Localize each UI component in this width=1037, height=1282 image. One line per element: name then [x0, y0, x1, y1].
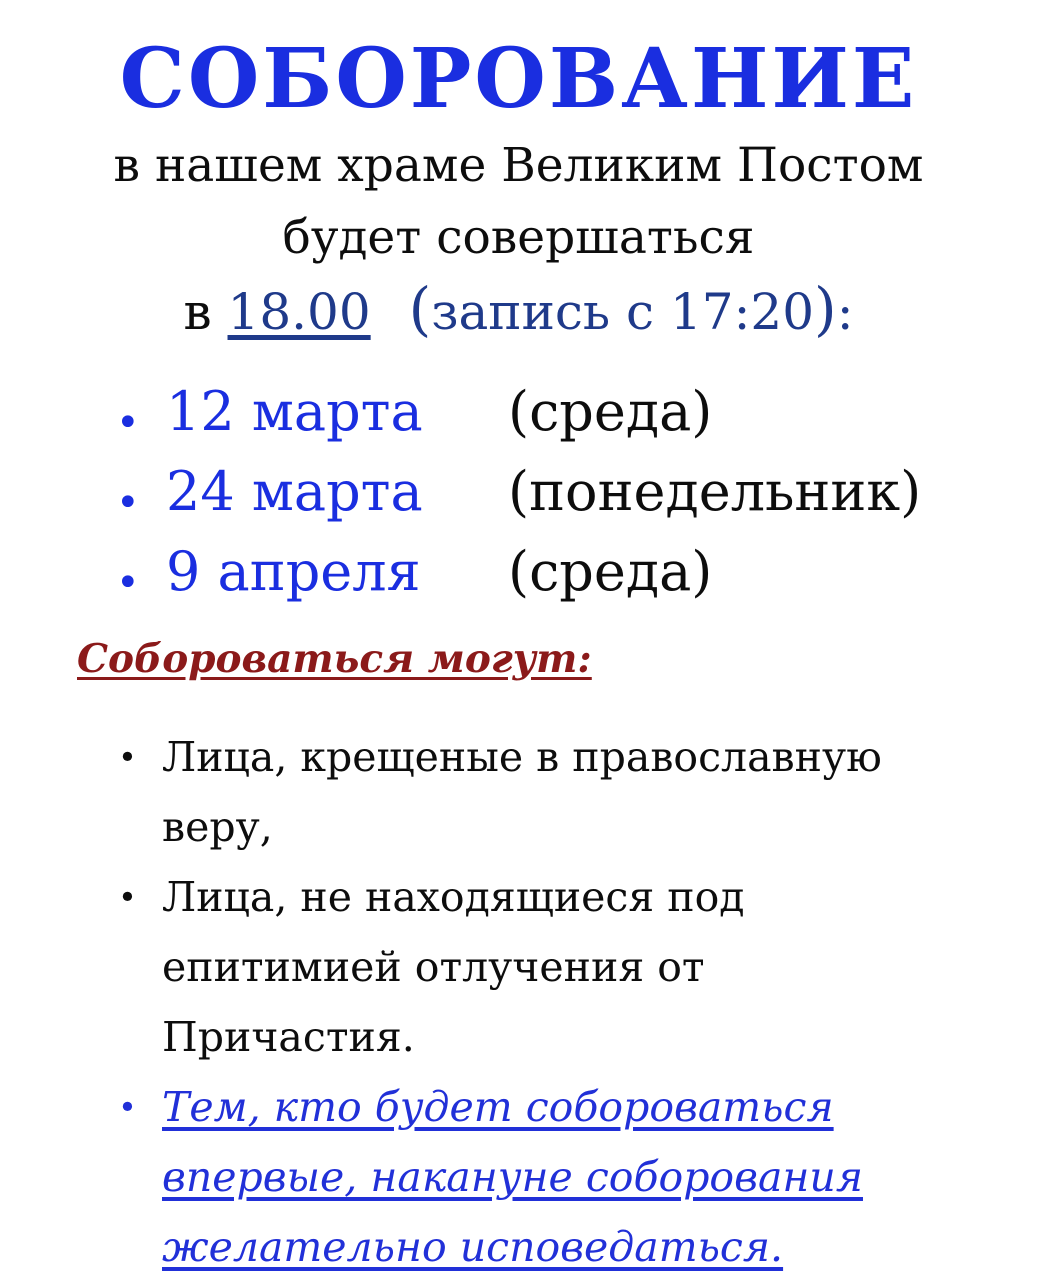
- condition-item: [118, 722, 978, 862]
- bullet-icon: •: [116, 560, 140, 606]
- date-text: 12 марта: [166, 380, 423, 443]
- bullet-icon: •: [116, 480, 140, 526]
- confession-note: Тем, кто будет собороваться впервые, накануне соборования желательно исповедаться.: [162, 1083, 863, 1271]
- date-text: 9 апреля: [166, 540, 421, 603]
- weekday-text: (среда): [508, 380, 713, 443]
- bullet-icon: •: [118, 1088, 137, 1126]
- weekday-text: (среда): [508, 540, 713, 603]
- registration-open-paren: (: [408, 275, 432, 343]
- bullet-icon: •: [116, 400, 140, 446]
- conditions-heading: Соборoваться могут:: [77, 636, 592, 682]
- condition-text: Лица, не находящиеся под епитимией отлучения от Причастия.: [162, 873, 745, 1061]
- date-text: 24 марта: [166, 460, 423, 523]
- bullet-icon: •: [118, 738, 137, 776]
- subtitle-line-1: в нашем храме Великим Постом: [113, 138, 924, 193]
- registration-time: запись с 17:20: [431, 283, 815, 341]
- date-item: [116, 462, 976, 544]
- registration-close-paren: ): [814, 275, 837, 343]
- page-title: СОБОРОВАНИЕ: [119, 31, 918, 127]
- bullet-icon: •: [118, 878, 137, 916]
- date-item: [116, 382, 976, 464]
- service-time: 18.00: [227, 283, 371, 341]
- note-item: [118, 1072, 918, 1282]
- registration-colon: :: [836, 283, 854, 341]
- weekday-text: (понедельник): [508, 460, 922, 523]
- time-prefix: в: [183, 283, 212, 341]
- condition-text: Лица, крещеные в православную веру,: [162, 733, 882, 851]
- subtitle-line-2: будет совершаться: [282, 210, 755, 265]
- date-item: [116, 542, 976, 624]
- condition-item: [118, 862, 838, 1072]
- time-line: [0, 275, 1037, 343]
